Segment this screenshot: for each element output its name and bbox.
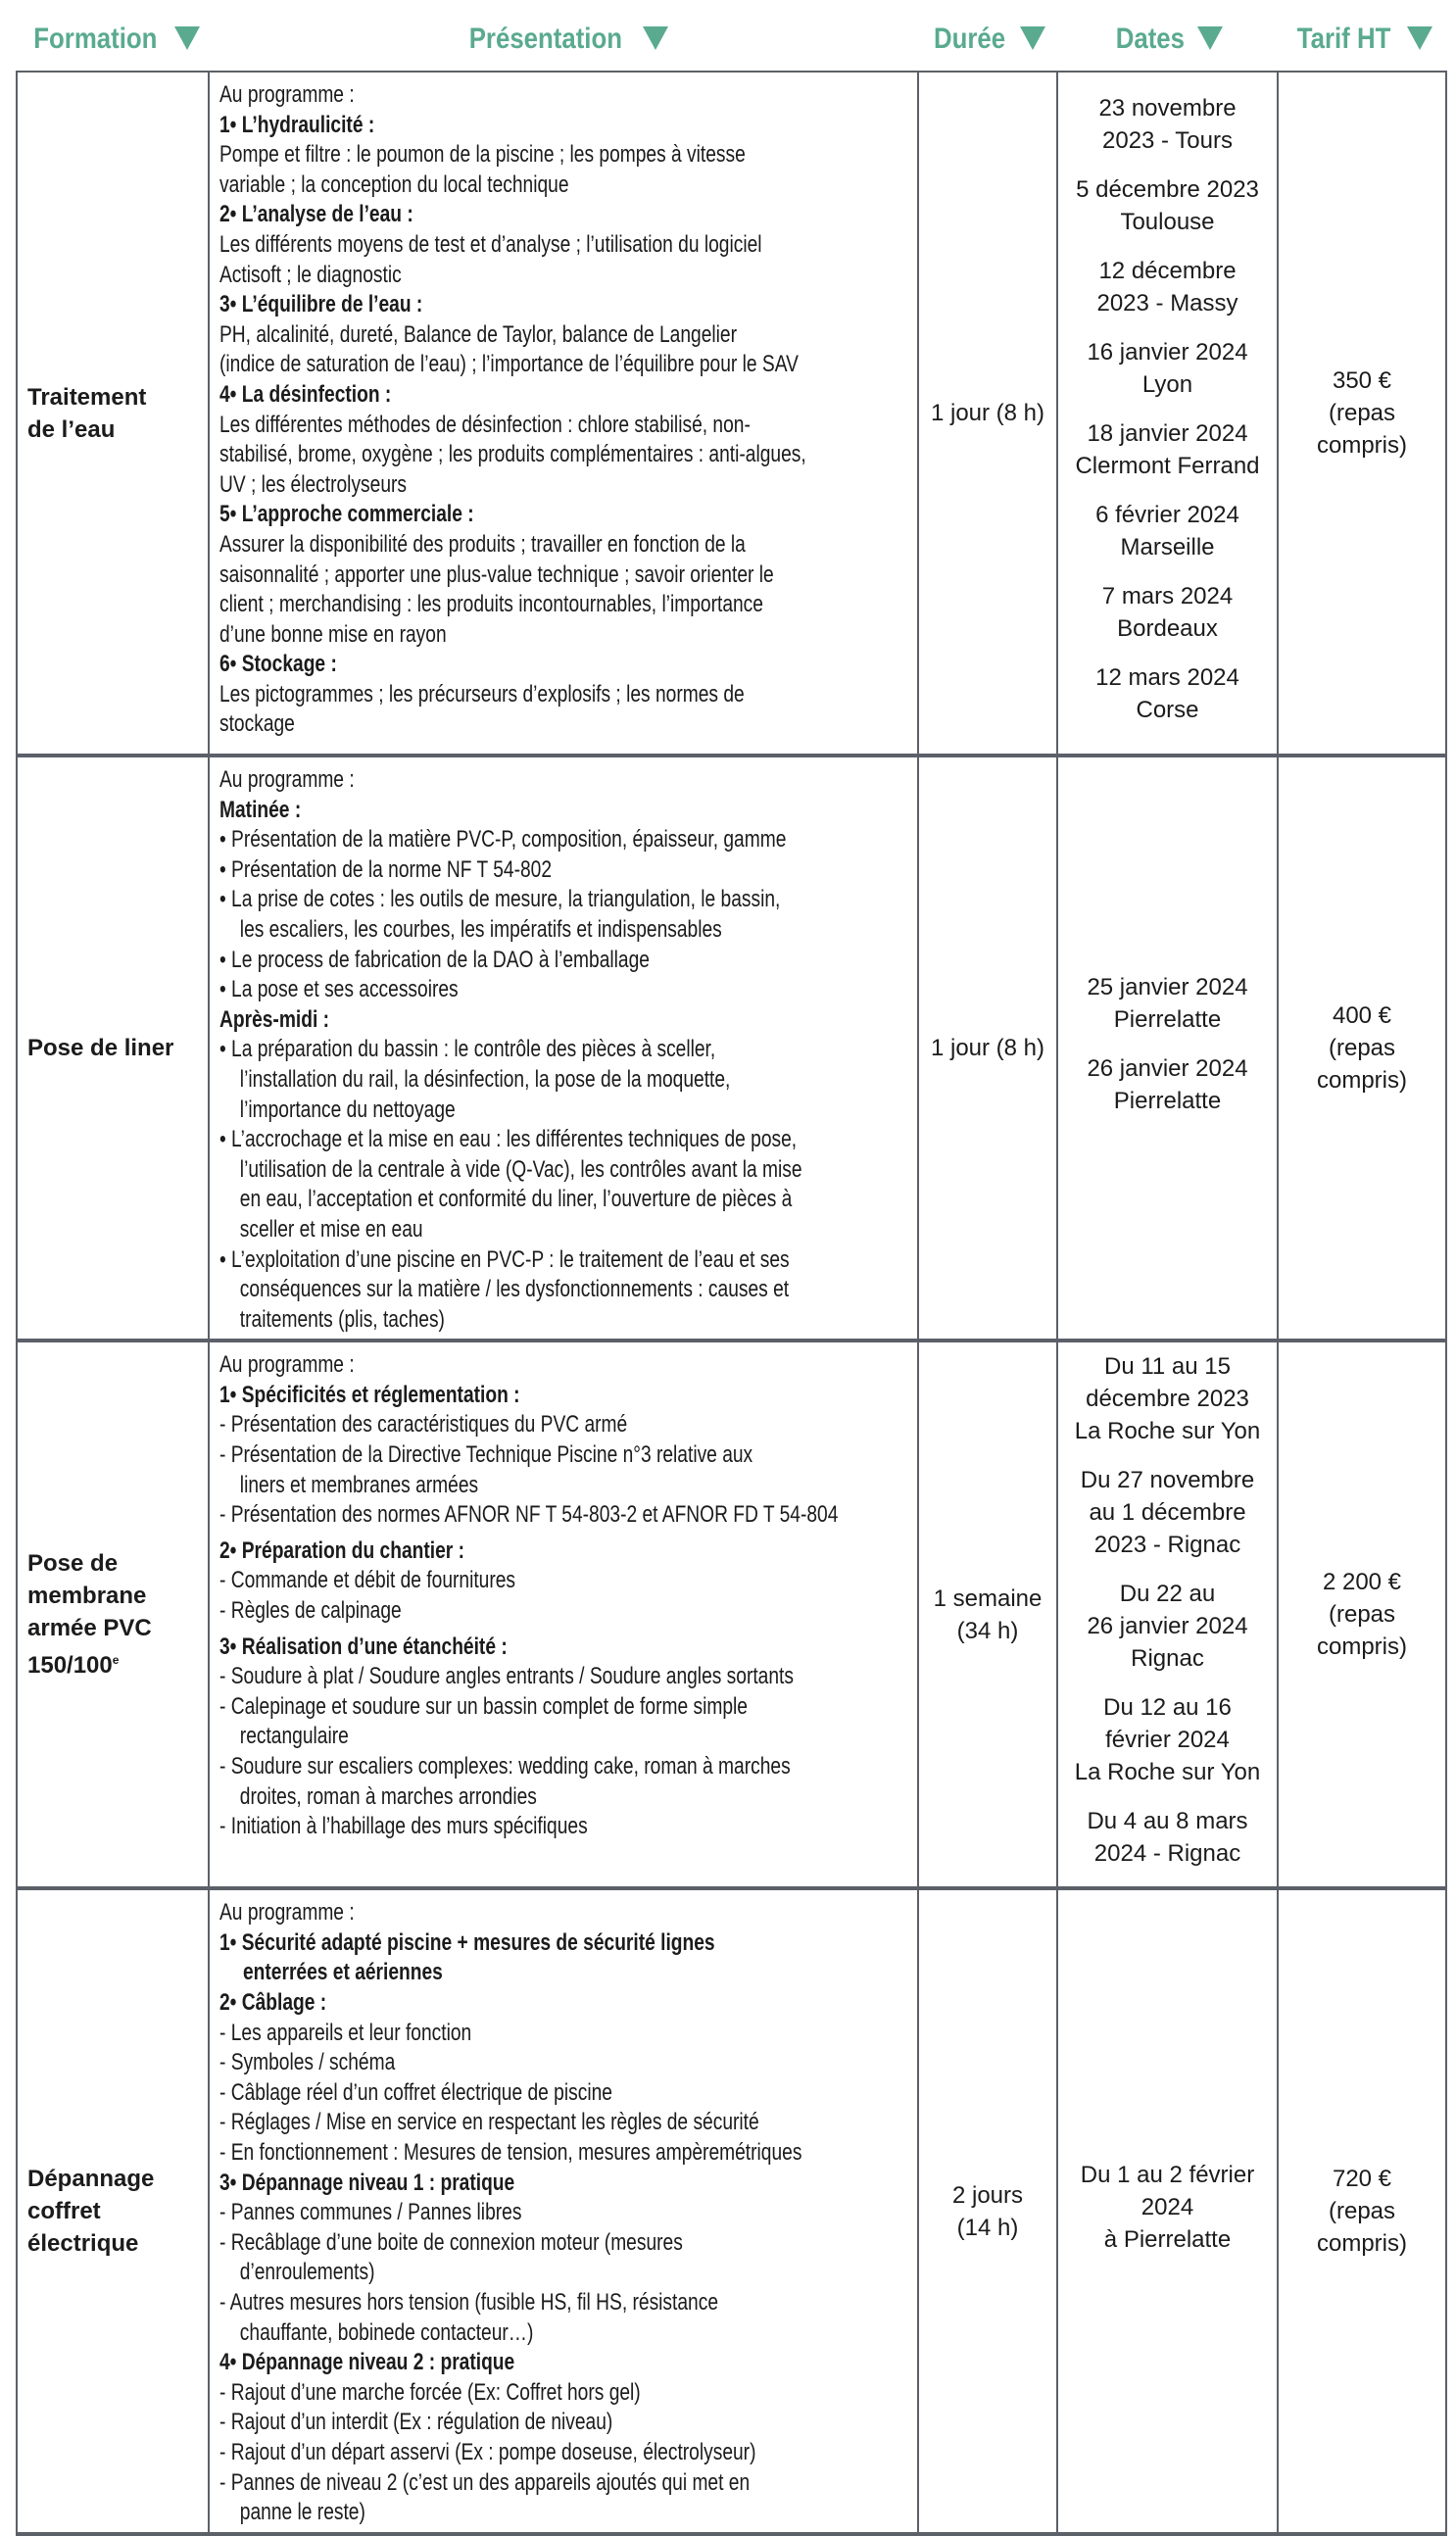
section-heading: 4• Dépannage niveau 2 : pratique — [219, 2349, 515, 2376]
session-date-line: Du 11 au 15 — [1104, 1353, 1231, 1381]
formation-title-line — [27, 414, 208, 446]
program-line: rectangulaire — [239, 1723, 349, 1750]
program-line: - Calepinage et soudure sur un bassin complet de forme simple — [219, 1692, 748, 1720]
section-heading: Après-midi : — [219, 1005, 330, 1033]
price-note: (repas — [1328, 1035, 1396, 1062]
session-date[interactable] — [1058, 92, 1277, 157]
session-date[interactable] — [1058, 1350, 1277, 1447]
section-heading: 3• Dépannage niveau 1 : pratique — [219, 2169, 515, 2196]
session-date-line: 25 janvier 2024 — [1087, 973, 1248, 1000]
formation-title-line — [27, 2163, 208, 2195]
program-line: • La préparation du bassin : le contrôle des pièces à sceller, — [219, 1036, 716, 1063]
price-note: (repas — [1328, 400, 1396, 426]
program-line: Actisoft ; le diagnostic — [219, 261, 402, 288]
program-line: - Recâblage d’une boite de connexion moteur (mesures — [219, 2228, 683, 2256]
down-triangle-icon — [1020, 26, 1045, 50]
price-cell — [1278, 72, 1446, 756]
program-line: - Rajout d’un interdit (Ex : régulation de niveau) — [219, 2409, 613, 2436]
session-date-line: 2023 - Tours — [1102, 126, 1233, 154]
formation-cell — [17, 1341, 209, 1888]
column-header-label: Tarif HT — [1297, 23, 1391, 55]
formation-title-text: Pose de — [27, 1550, 119, 1578]
session-date[interactable] — [1058, 1052, 1277, 1117]
program-line: - Soudure à plat / Soudure angles entrants / Soudure angles sortants — [219, 1663, 794, 1690]
session-date[interactable] — [1058, 661, 1277, 726]
table-row — [17, 1341, 1446, 1888]
session-date-line: Clermont Ferrand — [1075, 452, 1260, 479]
session-date-line: 12 décembre — [1098, 257, 1237, 284]
session-date[interactable] — [1058, 499, 1277, 563]
program-line: en eau, l’acceptation et conformité du liner, l’ouverture de pièces à — [239, 1186, 793, 1213]
duration-cell — [918, 756, 1057, 1341]
session-date-line: au 1 décembre — [1089, 1499, 1246, 1527]
session-date[interactable] — [1058, 255, 1277, 319]
price-note: compris) — [1316, 2230, 1407, 2258]
program-line: variable ; la conception du local technique — [219, 171, 569, 198]
formation-title-line — [27, 1580, 208, 1612]
program-line: client ; merchandising : les produits incontournables, l’importance — [219, 591, 763, 618]
program-line: - Initiation à l’habillage des murs spécifiques — [219, 1813, 588, 1840]
program-line: d’une bonne mise en rayon — [219, 620, 447, 648]
price-cell — [1278, 756, 1446, 1341]
section-heading: 3• Réalisation d’une étanchéité : — [219, 1633, 508, 1660]
duration-text: 1 jour (8 h) — [930, 400, 1045, 426]
duration-text: 1 jour (8 h) — [930, 1035, 1045, 1062]
session-date[interactable] — [1058, 580, 1277, 645]
duration-text: (34 h) — [956, 1617, 1019, 1644]
price-value: 350 € — [1332, 367, 1392, 394]
session-date[interactable] — [1058, 2159, 1277, 2256]
session-date-line: La Roche sur Yon — [1074, 1418, 1261, 1445]
program-line: • La prise de cotes : les outils de mesure, la triangulation, le bassin, — [219, 886, 781, 913]
presentation-cell — [209, 72, 918, 756]
session-date-line: Du 27 novembre — [1080, 1467, 1255, 1494]
session-date[interactable] — [1058, 1691, 1277, 1788]
formation-cell — [17, 756, 209, 1341]
session-date-line: Du 22 au — [1119, 1581, 1216, 1608]
down-triangle-icon — [174, 26, 200, 50]
duration-text: 2 jours — [951, 2181, 1024, 2209]
price-value: 720 € — [1332, 2166, 1392, 2193]
program-line: - Présentation des caractéristiques du PVC armé — [219, 1411, 628, 1439]
program-line: chauffante, bobinede contacteur…) — [239, 2318, 534, 2346]
session-date-line: Pierrelatte — [1113, 1087, 1222, 1114]
price-note: compris) — [1316, 432, 1407, 459]
formation-title-line — [27, 381, 208, 414]
program-line: UV ; les électrolyseurs — [219, 470, 407, 498]
program-line: - Autres mesures hors tension (fusible HS, fil HS, résistance — [219, 2289, 718, 2316]
formation-title-line — [27, 1612, 208, 1644]
session-date-line: 26 janvier 2024 — [1087, 1613, 1248, 1640]
session-date[interactable] — [1058, 417, 1277, 482]
program-line: - Présentation de la Directive Technique Piscine n°3 relative aux — [219, 1441, 753, 1469]
duration-cell — [918, 1888, 1057, 2533]
duration-text: (14 h) — [956, 2214, 1019, 2241]
section-heading: 2• L’analyse de l’eau : — [219, 201, 413, 228]
section-heading: 1• Sécurité adapté piscine + mesures de sécurité lignes — [219, 1928, 715, 1956]
program-line: stockage — [219, 710, 295, 738]
price-value: 2 200 € — [1322, 1569, 1402, 1596]
session-date-line: Lyon — [1141, 370, 1193, 398]
table-row — [17, 756, 1446, 1341]
program-line: (indice de saturation de l’eau) ; l’importance de l’équilibre pour le SAV — [219, 351, 799, 378]
program-line: sceller et mise en eau — [239, 1215, 423, 1243]
duration-text: 1 semaine — [933, 1585, 1043, 1612]
program-line: les escaliers, les courbes, les impératifs et indispensables — [239, 915, 722, 943]
session-date[interactable] — [1058, 971, 1277, 1036]
session-date-line: 2024 — [1141, 2193, 1194, 2220]
session-date-line: à Pierrelatte — [1103, 2225, 1232, 2253]
section-heading: 5• L’approche commerciale : — [219, 501, 474, 528]
program-line: - Soudure sur escaliers complexes: wedding cake, roman à marches — [219, 1753, 791, 1780]
session-date-line: 16 janvier 2024 — [1087, 338, 1248, 366]
down-triangle-icon — [643, 26, 668, 50]
session-date-line: décembre 2023 — [1086, 1386, 1249, 1413]
program-line: - Réglages / Mise en service en respectant les règles de sécurité — [219, 2109, 759, 2136]
program-line: - Les appareils et leur fonction — [219, 2019, 472, 2046]
session-date[interactable] — [1058, 1464, 1277, 1561]
duration-cell — [918, 72, 1057, 756]
program-line: l’importance du nettoyage — [239, 1096, 456, 1123]
program-line: Les pictogrammes ; les précurseurs d’explosifs ; les normes de — [219, 680, 745, 707]
program-line: • Le process de fabrication de la DAO à l’emballage — [219, 946, 650, 973]
duration-cell — [918, 1341, 1057, 1888]
presentation-cell — [209, 756, 918, 1341]
program-line: - Rajout d’une marche forcée (Ex: Coffret hors gel) — [219, 2378, 641, 2406]
session-date-line: 12 mars 2024 — [1095, 663, 1239, 691]
program-line: stabilisé, brome, oxygène ; les produits complémentaires : anti-algues, — [219, 441, 806, 468]
formation-title-line — [27, 1547, 208, 1580]
program-line: - Pannes de niveau 2 (c’est un des appareils ajoutés qui met en — [219, 2468, 751, 2496]
program-line: - Rajout d’un départ asservi (Ex : pompe doseuse, électrolyseur) — [219, 2438, 756, 2465]
training-table — [16, 71, 1447, 2536]
down-triangle-icon — [1197, 26, 1223, 50]
price-cell — [1278, 1341, 1446, 1888]
program-line: - Câblage réel d’un coffret électrique de piscine — [219, 2078, 612, 2106]
section-heading: 1• L’hydraulicité : — [219, 111, 375, 138]
session-date-line: 18 janvier 2024 — [1087, 419, 1248, 447]
program-line: - En fonctionnement : Mesures de tension, mesures ampèremétriques — [219, 2139, 802, 2167]
formation-title-text: armée PVC — [27, 1615, 152, 1642]
formation-title-text: électrique — [27, 2230, 139, 2258]
session-date-line: 2023 - Massy — [1096, 289, 1238, 317]
dates-cell — [1057, 756, 1278, 1341]
section-heading: Matinée : — [219, 796, 302, 823]
session-date[interactable] — [1058, 173, 1277, 238]
session-date-line: 6 février 2024 — [1095, 501, 1239, 528]
program-line: Au programme : — [219, 766, 355, 793]
formation-title-line — [27, 1032, 208, 1064]
program-line: panne le reste) — [239, 2499, 365, 2526]
formation-title-text: Traitement — [27, 383, 147, 411]
column-header-label: Présentation — [468, 23, 623, 55]
session-date-line: Toulouse — [1120, 208, 1215, 235]
program-line: - Règles de calpinage — [219, 1597, 402, 1625]
session-date-line: Corse — [1136, 696, 1199, 723]
program-line: • L’exploitation d’une piscine en PVC-P : le traitement de l’eau et ses — [219, 1245, 790, 1273]
presentation-cell — [209, 1341, 918, 1888]
price-note: compris) — [1316, 1634, 1407, 1661]
formation-title-text: 150/100 — [27, 1652, 113, 1680]
session-date-line: Marseille — [1120, 533, 1215, 561]
session-date-line: Du 4 au 8 mars — [1087, 1808, 1248, 1835]
session-date-line: Du 12 au 16 — [1103, 1694, 1232, 1722]
price-cell — [1278, 1888, 1446, 2533]
section-heading: 1• Spécificités et réglementation : — [219, 1381, 520, 1408]
formation-title-text: Dépannage — [27, 2166, 155, 2193]
table-row — [17, 72, 1446, 756]
session-date-line: 7 mars 2024 — [1101, 582, 1234, 610]
column-header-label: Formation — [32, 23, 158, 55]
dates-cell — [1057, 72, 1278, 756]
formation-cell — [17, 72, 209, 756]
formation-title-text: Pose de liner — [27, 1035, 174, 1062]
column-header-presentation[interactable] — [208, 18, 917, 61]
session-date-line: Rignac — [1131, 1645, 1204, 1673]
column-header-label: Dates — [1115, 23, 1185, 55]
formation-title-line — [27, 2195, 208, 2227]
program-line: - Pannes communes / Pannes libres — [219, 2199, 522, 2226]
session-date-line: Du 1 au 2 février — [1080, 2161, 1255, 2188]
program-line: saisonnalité ; apporter une plus-value technique ; savoir orienter le — [219, 561, 774, 588]
ordinal-suffix: e — [112, 1653, 120, 1668]
program-line: • Présentation de la norme NF T 54-802 — [219, 855, 552, 883]
session-date-line: 23 novembre — [1098, 94, 1237, 122]
program-line: • La pose et ses accessoires — [219, 976, 459, 1003]
session-date-line: Bordeaux — [1117, 614, 1218, 642]
price-value: 400 € — [1332, 1002, 1392, 1030]
program-line: Au programme : — [219, 1899, 355, 1926]
program-line: conséquences sur la matière / les dysfonctionnements : causes et — [239, 1276, 790, 1303]
program-line: l’installation du rail, la désinfection, la pose de la moquette, — [239, 1065, 731, 1093]
program-line: - Présentation des normes AFNOR NF T 54-803-2 et AFNOR FD T 54-804 — [219, 1501, 839, 1529]
program-line: d’enroulements) — [239, 2259, 375, 2286]
program-line: Au programme : — [219, 81, 355, 108]
program-line: droites, roman à marches arrondies — [239, 1782, 537, 1810]
section-heading: enterrées et aériennes — [243, 1959, 443, 1986]
program-line: traitements (plis, taches) — [239, 1305, 445, 1333]
session-date-line: Pierrelatte — [1113, 1005, 1222, 1033]
dates-cell — [1057, 1341, 1278, 1888]
section-heading: 2• Câblage : — [219, 1989, 327, 2017]
column-header-tarif[interactable] — [1277, 18, 1445, 61]
formation-title-text: de l’eau — [27, 415, 116, 443]
formation-title-line — [27, 2227, 208, 2260]
session-date-line: 2024 - Rignac — [1093, 1840, 1241, 1868]
column-header-dates[interactable] — [1056, 18, 1277, 61]
program-line: - Symboles / schéma — [219, 2049, 396, 2076]
formation-title-text: coffret — [27, 2198, 101, 2225]
session-date[interactable] — [1058, 1578, 1277, 1675]
session-date-line: La Roche sur Yon — [1074, 1759, 1261, 1786]
section-heading: 3• L’équilibre de l’eau : — [219, 291, 423, 318]
section-heading: 2• Préparation du chantier : — [219, 1536, 464, 1564]
session-date-line: 2023 - Rignac — [1093, 1532, 1241, 1559]
table-row — [17, 1888, 1446, 2533]
program-line: • L’accrochage et la mise en eau : les différentes techniques de pose, — [219, 1126, 798, 1153]
program-line: • Présentation de la matière PVC-P, composition, épaisseur, gamme — [219, 826, 787, 853]
program-line: Les différentes méthodes de désinfection : chlore stabilisé, non- — [219, 411, 751, 438]
section-heading: 4• La désinfection : — [219, 380, 392, 408]
price-note: (repas — [1328, 2198, 1396, 2225]
session-date[interactable] — [1058, 1805, 1277, 1870]
section-heading: 6• Stockage : — [219, 651, 337, 678]
dates-cell — [1057, 1888, 1278, 2533]
program-line: Assurer la disponibilité des produits ; travailler en fonction de la — [219, 530, 746, 558]
formation-title-text: membrane — [27, 1583, 147, 1610]
price-note: (repas — [1328, 1601, 1396, 1629]
session-date-line: 26 janvier 2024 — [1087, 1054, 1248, 1082]
column-header-formation[interactable] — [16, 18, 208, 61]
program-line: liners et membranes armées — [239, 1471, 479, 1498]
column-header-label: Durée — [934, 23, 1006, 55]
session-date-line: février 2024 — [1105, 1727, 1230, 1754]
formation-cell — [17, 1888, 209, 2533]
session-date-line: 5 décembre 2023 — [1076, 175, 1259, 203]
down-triangle-icon — [1407, 26, 1432, 50]
program-line: Pompe et filtre : le poumon de la piscine ; les pompes à vitesse — [219, 141, 746, 169]
presentation-cell — [209, 1888, 918, 2533]
column-header-duree[interactable] — [917, 18, 1056, 61]
program-line: - Commande et débit de fournitures — [219, 1567, 516, 1594]
formation-title-line — [27, 1644, 208, 1682]
program-line: PH, alcalinité, dureté, Balance de Taylor, balance de Langelier — [219, 320, 737, 348]
session-date[interactable] — [1058, 336, 1277, 401]
price-note: compris) — [1316, 1067, 1407, 1095]
program-line: l’utilisation de la centrale à vide (Q-Vac), les contrôles avant la mise — [239, 1155, 802, 1183]
program-line: Les différents moyens de test et d’analyse ; l’utilisation du logiciel — [219, 230, 762, 258]
program-line: Au programme : — [219, 1351, 355, 1379]
